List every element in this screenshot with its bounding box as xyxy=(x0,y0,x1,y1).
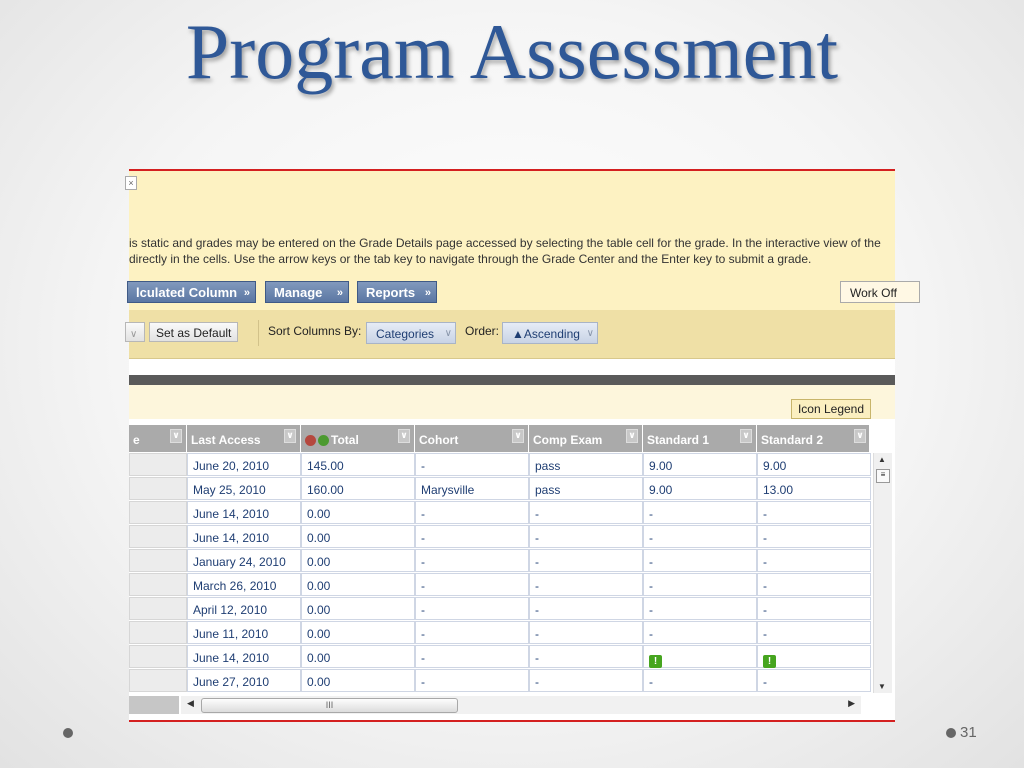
comp-exam-cell[interactable] xyxy=(529,621,643,644)
standard-2-cell[interactable] xyxy=(757,477,871,500)
last-access-cell[interactable] xyxy=(187,525,301,548)
cell-value: May 25, 2010 xyxy=(193,483,266,497)
cohort-cell[interactable] xyxy=(415,501,529,524)
slide-title: Program Assessment xyxy=(185,8,839,95)
table-row xyxy=(129,549,871,573)
comp-exam-cell[interactable] xyxy=(529,549,643,572)
cell-value: June 20, 2010 xyxy=(193,459,270,473)
cohort-cell[interactable] xyxy=(415,621,529,644)
sort-toolbar xyxy=(129,310,895,359)
standard-1-cell[interactable] xyxy=(643,477,757,500)
close-icon[interactable]: × xyxy=(125,176,137,190)
grid-separator-bar xyxy=(129,375,895,385)
scroll-thumb[interactable]: III xyxy=(201,698,458,713)
standard-2-cell[interactable] xyxy=(757,525,871,548)
last-access-cell[interactable] xyxy=(187,621,301,644)
table-row xyxy=(129,525,871,549)
standard-2-cell[interactable] xyxy=(757,645,871,668)
name-cell xyxy=(129,525,187,548)
cell-value: 0.00 xyxy=(307,579,331,593)
cell-value: 0.00 xyxy=(307,507,331,521)
cell-value: 9.00 xyxy=(763,459,787,473)
icon-legend-button[interactable]: Icon Legend xyxy=(791,399,871,419)
column-header-label: Standard 1 xyxy=(647,433,710,447)
calculated-column-label: lculated Column xyxy=(136,285,238,300)
standard-2-cell[interactable] xyxy=(757,453,871,476)
cell-value: 0.00 xyxy=(307,651,331,665)
table-row xyxy=(129,453,871,477)
comp-exam-cell[interactable] xyxy=(529,525,643,548)
column-header-total[interactable] xyxy=(301,425,415,452)
column-header-label: Cohort xyxy=(419,433,459,447)
standard-2-cell[interactable] xyxy=(757,573,871,596)
info-text-line-1: is static and grades may be entered on the Grade Details page accessed by selecting the table cell for the grade. In the interactive view of the xyxy=(129,236,881,250)
comp-exam-cell[interactable] xyxy=(529,669,643,692)
name-cell xyxy=(129,549,187,572)
total-cell[interactable] xyxy=(301,549,415,572)
chevron-down-icon[interactable]: ∨ xyxy=(284,429,296,443)
cell-value: 13.00 xyxy=(763,483,794,497)
set-as-default-button[interactable]: Set as Default xyxy=(149,322,238,342)
name-cell xyxy=(129,621,187,644)
cell-value: Marysville xyxy=(421,483,475,497)
cell-value: 0.00 xyxy=(307,555,331,569)
standard-1-cell[interactable] xyxy=(643,501,757,524)
page-number: 31 xyxy=(960,724,977,741)
comp-exam-cell[interactable] xyxy=(529,501,643,524)
cell-value: - xyxy=(421,531,425,545)
name-cell xyxy=(129,573,187,596)
table-row xyxy=(129,597,871,621)
name-cell xyxy=(129,453,187,476)
column-header-standard-1[interactable] xyxy=(643,425,757,452)
table-row xyxy=(129,621,871,645)
cell-value: 145.00 xyxy=(307,459,344,473)
cell-value: - xyxy=(649,555,653,569)
cell-value: - xyxy=(421,555,425,569)
cell-value: - xyxy=(535,531,539,545)
manage-button[interactable] xyxy=(265,281,349,303)
cell-value: June 11, 2010 xyxy=(193,627,269,641)
chevron-down-icon: ∨ xyxy=(586,328,594,339)
check-icon xyxy=(318,435,329,446)
standard-1-cell[interactable] xyxy=(643,525,757,548)
grade-table-body xyxy=(129,453,871,693)
cell-value: pass xyxy=(535,459,561,473)
standard-2-cell[interactable] xyxy=(757,597,871,620)
comp-exam-cell[interactable] xyxy=(529,477,643,500)
grid-toolbar xyxy=(129,385,895,419)
cell-value: - xyxy=(535,603,539,617)
blocked-icon xyxy=(305,435,316,446)
order-select[interactable] xyxy=(502,322,598,344)
cell-value: - xyxy=(763,555,767,569)
chevron-down-icon[interactable]: ∨ xyxy=(512,429,524,443)
total-cell[interactable] xyxy=(301,669,415,692)
chevron-down-icon[interactable]: ∨ xyxy=(398,429,410,443)
cell-value: - xyxy=(649,531,653,545)
cell-value: - xyxy=(763,675,767,689)
cohort-cell[interactable] xyxy=(415,549,529,572)
table-row xyxy=(129,573,871,597)
column-header-name[interactable] xyxy=(129,425,187,452)
reports-button[interactable] xyxy=(357,281,437,303)
cell-value: pass xyxy=(535,483,561,497)
cohort-cell[interactable] xyxy=(415,477,529,500)
grade-table-header xyxy=(129,425,869,452)
cell-value: June 14, 2010 xyxy=(193,651,270,665)
toolbar-divider xyxy=(258,320,259,346)
cell-value: - xyxy=(421,627,425,641)
cell-value: - xyxy=(535,579,539,593)
standard-1-cell[interactable] xyxy=(643,453,757,476)
column-header-comp-exam[interactable] xyxy=(529,425,643,452)
cell-value: - xyxy=(421,651,425,665)
column-header-label: e xyxy=(133,433,140,447)
bullet-dot xyxy=(63,728,73,738)
total-cell[interactable] xyxy=(301,501,415,524)
grade-center-screenshot xyxy=(129,169,895,722)
cell-value: - xyxy=(535,675,539,689)
last-access-cell[interactable] xyxy=(187,453,301,476)
table-row xyxy=(129,645,871,669)
cell-value: - xyxy=(763,579,767,593)
scroll-left-icon[interactable]: ◀ xyxy=(187,698,194,708)
cohort-cell[interactable] xyxy=(415,597,529,620)
table-row xyxy=(129,501,871,525)
needs-grading-icon[interactable]: ! xyxy=(763,655,776,668)
comp-exam-cell[interactable] xyxy=(529,573,643,596)
cell-value: January 24, 2010 xyxy=(193,555,286,569)
cell-value: 9.00 xyxy=(649,483,673,497)
sort-columns-select[interactable] xyxy=(366,322,456,344)
cell-value: - xyxy=(763,531,767,545)
total-cell[interactable] xyxy=(301,597,415,620)
sort-columns-label: Sort Columns By: xyxy=(268,324,362,338)
scroll-thumb[interactable]: ≡ xyxy=(876,469,890,483)
cell-value: - xyxy=(421,675,425,689)
standard-1-cell[interactable] xyxy=(643,597,757,620)
work-offline-button[interactable]: Work Off xyxy=(840,281,920,303)
cell-value: - xyxy=(535,555,539,569)
frozen-column-scroll-pad xyxy=(129,696,179,714)
column-header-label: Comp Exam xyxy=(533,433,603,447)
cell-value: April 12, 2010 xyxy=(193,603,268,617)
total-cell[interactable] xyxy=(301,525,415,548)
cell-value: - xyxy=(649,507,653,521)
calculated-column-button[interactable] xyxy=(127,281,256,303)
cell-value: June 14, 2010 xyxy=(193,531,270,545)
last-access-cell[interactable] xyxy=(187,477,301,500)
column-header-label: Last Access xyxy=(191,433,261,447)
cell-value: 160.00 xyxy=(307,483,344,497)
standard-1-cell[interactable] xyxy=(643,621,757,644)
cell-value: 0.00 xyxy=(307,603,331,617)
chevron-down-icon[interactable]: ∨ xyxy=(170,429,182,443)
horizontal-scrollbar[interactable] xyxy=(181,696,861,714)
cell-value: - xyxy=(421,603,425,617)
comp-exam-cell[interactable] xyxy=(529,453,643,476)
total-cell[interactable] xyxy=(301,453,415,476)
cell-value: June 27, 2010 xyxy=(193,675,270,689)
chevron-down-icon: » xyxy=(424,287,431,299)
column-header-cohort[interactable] xyxy=(415,425,529,452)
name-cell xyxy=(129,477,187,500)
chevron-down-icon[interactable]: ∨ xyxy=(740,429,752,443)
cell-value: June 14, 2010 xyxy=(193,507,270,521)
scroll-right-icon[interactable]: ▶ xyxy=(848,698,855,708)
last-access-cell[interactable] xyxy=(187,597,301,620)
reports-label: Reports xyxy=(366,285,416,300)
info-text-line-2: directly in the cells. Use the arrow keys or the tab key to navigate through the Grade Center and the Enter key to submit a grade. xyxy=(129,252,812,266)
cohort-cell[interactable] xyxy=(415,573,529,596)
standard-1-cell[interactable] xyxy=(643,549,757,572)
cell-value: 0.00 xyxy=(307,627,331,641)
table-row xyxy=(129,669,871,693)
name-cell xyxy=(129,501,187,524)
cell-value: - xyxy=(763,603,767,617)
cohort-cell[interactable] xyxy=(415,525,529,548)
info-panel xyxy=(129,171,895,310)
standard-1-cell[interactable] xyxy=(643,573,757,596)
cell-value: - xyxy=(421,459,425,473)
total-cell[interactable] xyxy=(301,621,415,644)
cell-value: 9.00 xyxy=(649,459,673,473)
comp-exam-cell[interactable] xyxy=(529,597,643,620)
column-header-last-access[interactable] xyxy=(187,425,301,452)
vertical-scrollbar[interactable] xyxy=(873,453,892,693)
standard-1-cell[interactable] xyxy=(643,645,757,668)
standard-2-cell[interactable] xyxy=(757,501,871,524)
order-value: ▲Ascending xyxy=(512,327,580,341)
chevron-down-icon: ∨ xyxy=(444,328,452,339)
cell-value: 0.00 xyxy=(307,675,331,689)
total-cell[interactable] xyxy=(301,645,415,668)
last-access-cell[interactable] xyxy=(187,669,301,692)
manage-label: Manage xyxy=(274,285,323,300)
column-header-label: Standard 2 xyxy=(761,433,824,447)
cell-value: - xyxy=(649,627,653,641)
standard-2-cell[interactable] xyxy=(757,549,871,572)
cell-value: - xyxy=(535,651,539,665)
name-cell xyxy=(129,645,187,668)
name-cell xyxy=(129,597,187,620)
sort-columns-value: Categories xyxy=(376,327,435,341)
chevron-down-icon[interactable]: ∨ xyxy=(626,429,638,443)
name-cell xyxy=(129,669,187,692)
scroll-up-icon[interactable]: ▲ xyxy=(878,455,886,464)
table-row xyxy=(129,477,871,501)
chevron-down-icon: » xyxy=(243,287,250,299)
cell-value: - xyxy=(763,627,767,641)
cell-value: - xyxy=(421,579,425,593)
chevron-down-icon[interactable]: ∨ xyxy=(854,429,866,443)
last-access-cell[interactable] xyxy=(187,501,301,524)
cell-value: March 26, 2010 xyxy=(193,579,277,593)
total-cell[interactable] xyxy=(301,573,415,596)
cohort-cell[interactable] xyxy=(415,645,529,668)
column-header-standard-2[interactable] xyxy=(757,425,871,452)
cohort-cell[interactable] xyxy=(415,669,529,692)
cell-value: - xyxy=(421,507,425,521)
column-header-label: Total xyxy=(331,433,359,447)
cell-value: - xyxy=(649,579,653,593)
standard-2-cell[interactable] xyxy=(757,621,871,644)
cell-value: - xyxy=(649,603,653,617)
needs-grading-icon[interactable]: ! xyxy=(649,655,662,668)
cell-value: - xyxy=(763,507,767,521)
cohort-cell[interactable] xyxy=(415,453,529,476)
last-access-cell[interactable] xyxy=(187,645,301,668)
standard-1-cell[interactable] xyxy=(643,669,757,692)
cell-value: - xyxy=(649,675,653,689)
cell-value: - xyxy=(535,507,539,521)
chevron-down-icon[interactable]: ∨ xyxy=(125,322,145,342)
standard-2-cell[interactable] xyxy=(757,669,871,692)
last-access-cell[interactable] xyxy=(187,549,301,572)
last-access-cell[interactable] xyxy=(187,573,301,596)
total-cell[interactable] xyxy=(301,477,415,500)
order-label: Order: xyxy=(465,324,500,338)
chevron-down-icon: » xyxy=(336,287,343,299)
cell-value: - xyxy=(535,627,539,641)
bullet-dot xyxy=(946,728,956,738)
scroll-down-icon[interactable]: ▼ xyxy=(878,682,886,691)
cell-value: 0.00 xyxy=(307,531,331,545)
comp-exam-cell[interactable] xyxy=(529,645,643,668)
